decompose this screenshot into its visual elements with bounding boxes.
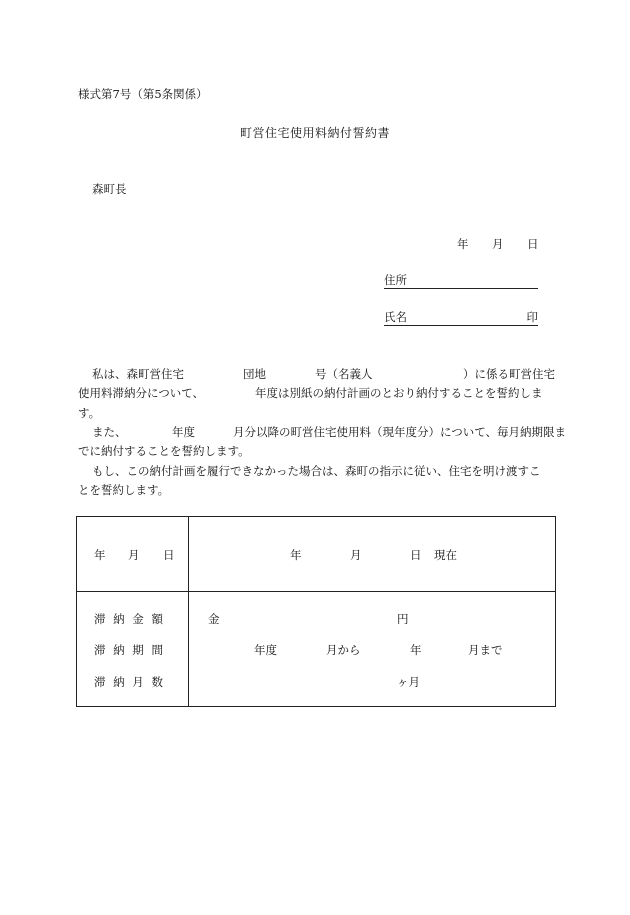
table-divider-horizontal (77, 591, 555, 592)
p1-line2-b: 年度は別紙の納付計画のとおり納付することを誓約しま (255, 386, 543, 400)
p2-text-b: 年度 (172, 425, 195, 439)
header-left-day: 日 (163, 548, 175, 562)
payment-plan-table (76, 516, 556, 707)
period-fiscal: 年度 (254, 643, 277, 657)
p3-line2: とを誓約します。 (78, 483, 170, 497)
period-year: 年 (410, 643, 422, 657)
header-left-year: 年 (94, 548, 106, 562)
addressee: 森町長 (92, 182, 127, 196)
address-label: 住所 (384, 273, 407, 287)
amount-prefix: 金 (208, 612, 220, 626)
p1-line2-a: 使用料滞納分について、 (78, 386, 205, 400)
p1-text-d: ）に係る町営住宅 (463, 367, 555, 381)
months-label: 滞 納 月 数 (94, 675, 165, 689)
p1-text-a: 私は、森町営住宅 (92, 367, 184, 381)
p2-text-c: 月分以降の町営住宅使用料（現年度分）について、毎月納期限ま (233, 425, 567, 439)
table-divider-vertical (188, 517, 189, 706)
period-to: 月まで (468, 643, 503, 657)
header-right-month: 月 (350, 548, 362, 562)
p2-line2: でに納付することを誓約します。 (78, 444, 250, 458)
months-unit: ヶ月 (397, 675, 420, 689)
date-year-label: 年 (457, 237, 469, 251)
date-day-label: 日 (527, 237, 539, 251)
amount-label: 滞 納 金 額 (94, 612, 165, 626)
name-field[interactable] (384, 309, 538, 326)
document-title: 町営住宅使用料納付誓約書 (239, 126, 390, 140)
p1-text-b: 団地 (243, 367, 266, 381)
form-number: 様式第7号（第5条関係） (78, 87, 208, 101)
period-from: 月から (326, 643, 361, 657)
amount-unit: 円 (397, 612, 409, 626)
name-label: 氏名 (384, 310, 407, 324)
period-label: 滞 納 期 間 (94, 643, 165, 657)
header-right-suffix: 現在 (434, 548, 457, 562)
header-right-year: 年 (290, 548, 302, 562)
date-month-label: 月 (492, 237, 504, 251)
p2-text-a: また、 (92, 425, 127, 439)
seal-mark: 印 (526, 310, 538, 324)
p1-line3: す。 (78, 406, 101, 420)
header-right-day: 日 (410, 548, 422, 562)
p1-text-c: 号（名義人 (315, 367, 373, 381)
p3-line1: もし、この納付計画を履行できなかった場合は、森町の指示に従い、住宅を明け渡すこ (92, 464, 541, 478)
address-field[interactable] (384, 272, 538, 289)
header-left-month: 月 (128, 548, 140, 562)
